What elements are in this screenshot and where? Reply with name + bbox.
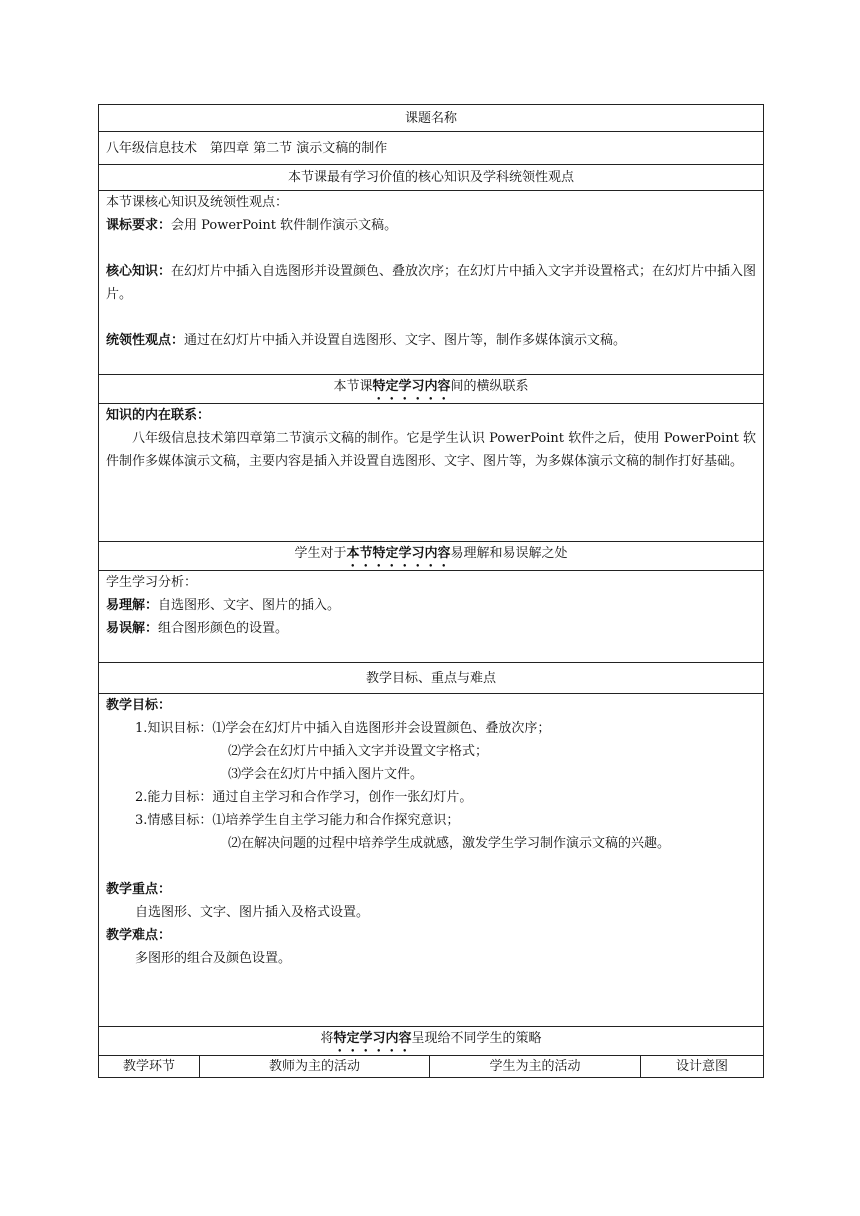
link-text: 八年级信息技术第四章第二节演示文稿的制作。它是学生认识 PowerPoint 软件之后，使用 PowerPoint 软件制作多媒体演示文稿，主要内容是插入并设置自选图形、文字、图片等，为多媒体演示文稿的制作打好基础。 (106, 431, 757, 469)
student-content (99, 571, 764, 663)
guiding-view (106, 329, 756, 352)
lesson-plan-table (98, 104, 764, 1078)
column-student-activity: 学生为主的活动 (430, 1056, 641, 1078)
goal-ability: 2.能力目标：通过自主学习和合作学习，创作一张幻灯片。 (135, 790, 473, 805)
student-intro: 学生学习分析： (106, 575, 198, 590)
easy-misunderstand (106, 617, 756, 640)
goals-header-row (99, 663, 764, 694)
easy-understand (106, 594, 756, 617)
link-header-row (99, 375, 764, 404)
core-header: 本节课最有学习价值的核心知识及学科统领性观点 (99, 165, 764, 191)
goal-knowledge-2: ⑵学会在幻灯片中插入文字并设置文字格式； (228, 744, 489, 759)
title-header-row (99, 105, 764, 132)
link-label: 知识的内在联系： (106, 408, 211, 423)
curriculum-requirement-label: 课标要求： (106, 218, 172, 233)
student-header-post: 易理解和易误解之处 (450, 546, 568, 561)
student-header-row (99, 542, 764, 571)
strategy-header-emphasis: 特定学习内容 (333, 1031, 412, 1046)
key-points-text: 自选图形、文字、图片插入及格式设置。 (135, 905, 370, 920)
guiding-view-label: 统领性观点： (106, 333, 185, 348)
guiding-view-text: 通过在幻灯片中插入并设置自选图形、文字、图片等，制作多媒体演示文稿。 (184, 333, 627, 348)
goal-knowledge-3: ⑶学会在幻灯片中插入图片文件。 (228, 767, 424, 782)
easy-understand-label: 易理解： (106, 598, 159, 613)
curriculum-requirement-text: 会用 PowerPoint 软件制作演示文稿。 (171, 218, 398, 233)
link-header-post: 间的横纵联系 (450, 379, 529, 394)
goal-emotion-2: ⑵在解决问题的过程中培养学生成就感，激发学生学习制作演示文稿的兴趣。 (228, 836, 671, 851)
goals-content-row (99, 694, 764, 1027)
columns-header-row (99, 1056, 764, 1078)
core-knowledge-text: 在幻灯片中插入自选图形并设置颜色、叠放次序；在幻灯片中插入文字并设置格式；在幻灯片中插入图片。 (106, 264, 757, 302)
student-header-emphasis: 本节特定学习内容 (346, 546, 451, 561)
course-title: 八年级信息技术 第四章 第二节 演示文稿的制作 (99, 132, 764, 165)
core-intro: 本节课核心知识及统领性观点： (106, 195, 289, 210)
strategy-header-post: 呈现给不同学生的策略 (411, 1031, 542, 1046)
link-header-emphasis: 特定学习内容 (372, 379, 451, 394)
lesson-plan-sheet (98, 104, 763, 1078)
student-content-row (99, 571, 764, 663)
column-teacher-activity: 教师为主的活动 (200, 1056, 430, 1078)
easy-misunderstand-label: 易误解： (106, 621, 159, 636)
student-header-pre: 学生对于 (294, 546, 347, 561)
column-teaching-stage: 教学环节 (99, 1056, 200, 1078)
strategy-header-pre: 将 (320, 1031, 334, 1046)
difficulties-label: 教学难点： (106, 928, 172, 943)
core-content-row (99, 191, 764, 375)
core-header-row (99, 165, 764, 191)
course-title-row (99, 132, 764, 165)
link-header-pre: 本节课 (333, 379, 373, 394)
link-content (99, 404, 764, 542)
curriculum-requirement (106, 214, 756, 237)
goal-emotion-1: 3.情感目标：⑴培养学生自主学习能力和合作探究意识； (135, 813, 460, 828)
column-design-intent: 设计意图 (641, 1056, 764, 1078)
easy-understand-text: 自选图形、文字、图片的插入。 (158, 598, 341, 613)
core-content (99, 191, 764, 375)
core-knowledge-label: 核心知识： (106, 264, 172, 279)
core-knowledge (106, 260, 756, 306)
difficulties-text: 多图形的组合及颜色设置。 (135, 951, 292, 966)
key-points-label: 教学重点： (106, 882, 172, 897)
student-header (99, 542, 764, 571)
teaching-goals-label: 教学目标： (106, 698, 172, 713)
link-header (99, 375, 764, 404)
goal-knowledge-1: 1.知识目标：⑴学会在幻灯片中插入自选图形并会设置颜色、叠放次序； (135, 721, 551, 736)
goals-content (99, 694, 764, 1027)
strategy-header-row (99, 1027, 764, 1056)
strategy-header (99, 1027, 764, 1056)
goals-header: 教学目标、重点与难点 (99, 663, 764, 694)
title-header: 课题名称 (99, 105, 764, 132)
link-content-row (99, 404, 764, 542)
easy-misunderstand-text: 组合图形颜色的设置。 (158, 621, 289, 636)
